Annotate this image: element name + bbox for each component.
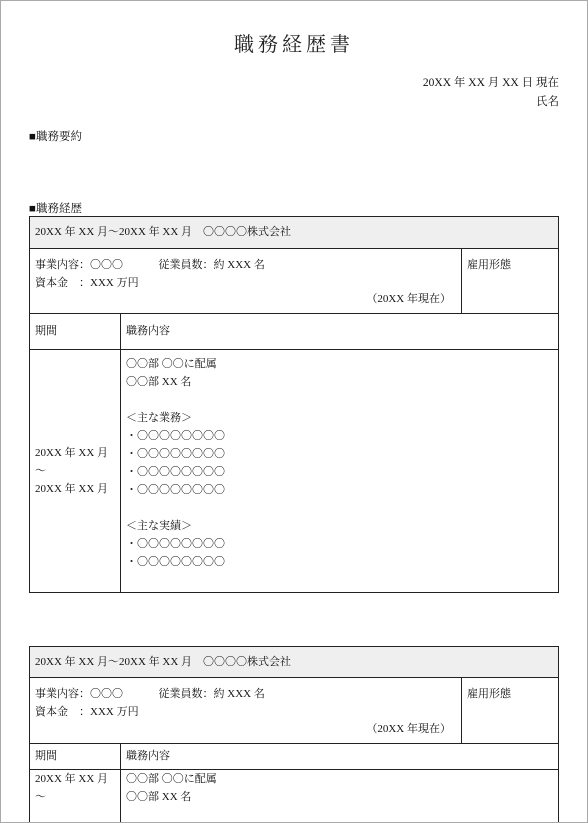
business-content: 事業内容：〇〇〇 <box>35 259 123 271</box>
history-section-label: ■職務経歴 <box>29 203 82 215</box>
duty-line: ・〇〇〇〇〇〇〇〇 <box>126 466 225 478</box>
employee-count: 従業員数：約 XXX 名 <box>158 259 265 271</box>
summary-section-label: ■職務要約 <box>29 131 82 143</box>
company-header: 20XX 年 XX 月～20XX 年 XX 月 〇〇〇〇株式会社 <box>30 217 558 249</box>
table-row <box>30 350 558 593</box>
name-label: 氏名 <box>536 96 559 108</box>
duty-line: 〇〇部 〇〇に配属 <box>126 773 217 785</box>
period-column-header: 期間 <box>30 314 121 349</box>
period-from: 20XX 年 XX 月 <box>35 447 109 459</box>
duty-cell <box>121 770 558 823</box>
date-line: 20XX 年 XX 月 XX 日 現在 <box>422 77 559 89</box>
company-info <box>30 249 462 313</box>
period-separator: ～ <box>35 791 46 803</box>
employment-type-label: 雇用形態 <box>467 688 511 700</box>
document-title: 職務経歴書 <box>234 34 354 56</box>
duty-column-header: 職務内容 <box>126 325 170 337</box>
table-header-row <box>30 314 558 350</box>
duty-line: ・〇〇〇〇〇〇〇〇 <box>126 430 225 442</box>
period-separator: ～ <box>35 465 46 477</box>
period-to: 20XX 年 XX 月 <box>35 483 109 495</box>
period-from: 20XX 年 XX 月 <box>35 773 109 785</box>
duty-line: ＜主な業務＞ <box>126 412 192 424</box>
employment-type-label: 雇用形態 <box>467 259 511 271</box>
company-info <box>30 678 462 743</box>
duty-line: ・〇〇〇〇〇〇〇〇 <box>126 484 225 496</box>
employee-count: 従業員数：約 XXX 名 <box>158 688 265 700</box>
company-header: 20XX 年 XX 月～20XX 年 XX 月 〇〇〇〇株式会社 <box>30 647 558 678</box>
business-content: 事業内容：〇〇〇 <box>35 688 123 700</box>
company-info-row <box>30 678 558 744</box>
company-block-1 <box>29 216 559 593</box>
as-of-note: （20XX 年現在） <box>366 723 451 735</box>
duty-line: ・〇〇〇〇〇〇〇〇 <box>126 448 225 460</box>
duty-line: 〇〇部 XX 名 <box>126 791 192 803</box>
table-row <box>30 770 558 823</box>
duty-line: 〇〇部 〇〇に配属 <box>126 358 217 370</box>
capital: 資本金 ：XXX 万円 <box>35 277 139 289</box>
period-cell <box>30 770 121 823</box>
duty-line: ＜主な実績＞ <box>126 520 192 532</box>
capital: 資本金 ：XXX 万円 <box>35 706 139 718</box>
blank-line <box>126 499 553 517</box>
period-column-header: 期間 <box>30 744 121 769</box>
as-of-note: （20XX 年現在） <box>366 293 451 305</box>
company-info-row <box>30 249 558 314</box>
duty-line: 〇〇部 XX 名 <box>126 376 192 388</box>
table-header-row <box>30 744 558 770</box>
duty-line: ・〇〇〇〇〇〇〇〇 <box>126 556 225 568</box>
company-block-2 <box>29 646 559 823</box>
duty-cell <box>121 350 558 592</box>
period-cell <box>30 350 121 592</box>
blank-line <box>126 391 553 409</box>
duty-line: ・〇〇〇〇〇〇〇〇 <box>126 538 225 550</box>
duty-column-header: 職務内容 <box>126 750 170 762</box>
